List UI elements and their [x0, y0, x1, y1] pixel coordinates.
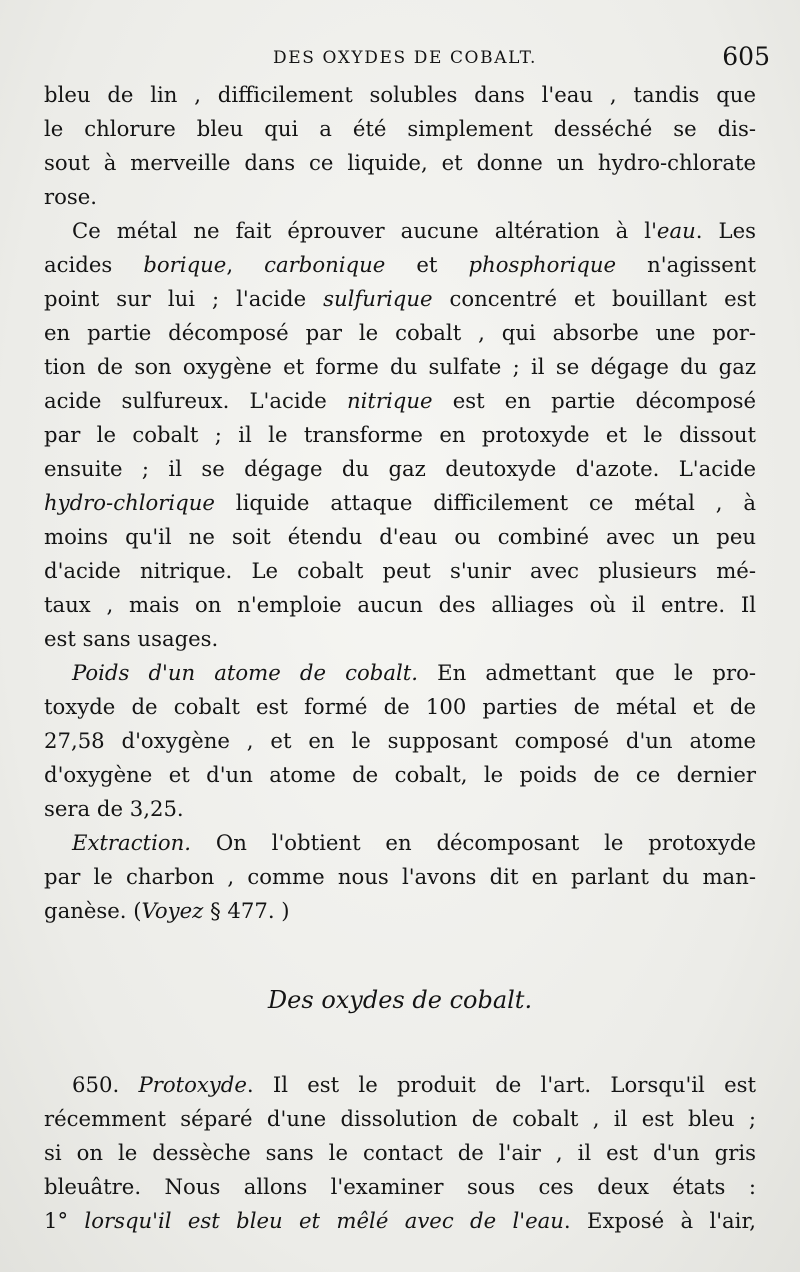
text-span: acides — [44, 252, 144, 277]
italic-term: hydro-chlorique — [44, 490, 215, 515]
text-line: ensuite ; il se dégage du gaz deutoxyde d'azote. L'acide — [44, 456, 756, 481]
text-line — [44, 214, 756, 248]
text-line: par le cobalt ; il le transforme en protoxyde et le dissout — [44, 422, 756, 447]
text-span: ganèse. ( — [44, 898, 142, 923]
italic-heading: Poids d'un atome de cobalt. — [72, 660, 418, 685]
text-span: est en partie décomposé — [432, 388, 757, 413]
text-line — [44, 248, 756, 282]
text-span: acide sulfureux. L'acide — [44, 388, 347, 413]
paragraph-protoxide — [44, 1068, 756, 1238]
text-line: toxyde de cobalt est formé de 100 parties de métal et de — [44, 694, 756, 719]
text-line — [44, 384, 756, 418]
text-line: sout à merveille dans ce liquide, et donne un hydro-chlorate — [44, 150, 756, 175]
text-span: . Les — [695, 218, 756, 243]
text-span: , — [226, 252, 265, 277]
text-line: est sans usages. — [44, 626, 219, 651]
text-line — [44, 486, 756, 520]
text-line: taux , mais on n'emploie aucun des alliages où il entre. Il — [44, 592, 756, 617]
italic-term: nitrique — [346, 388, 433, 413]
text-span: liquide attaque difficilement ce métal , à — [214, 490, 756, 515]
text-span: Ce métal ne fait éprouver aucune altération à l' — [72, 218, 657, 243]
page-body — [44, 78, 756, 1238]
text-line: par le charbon , comme nous l'avons dit en parlant du man- — [44, 864, 756, 889]
text-span: . Exposé à l'air, — [563, 1208, 756, 1233]
text-span: et — [385, 252, 469, 277]
text-line: en partie décomposé par le cobalt , qui absorbe une por- — [44, 320, 756, 345]
text-span: On l'obtient en décomposant le protoxyde — [190, 830, 756, 855]
paragraph-continuation — [44, 78, 756, 214]
paragraph-metal-properties — [44, 214, 756, 656]
italic-heading: Protoxyde — [138, 1072, 247, 1097]
text-line: moins qu'il ne soit étendu d'eau ou combiné avec un peu — [44, 524, 756, 549]
page-number: 605 — [722, 42, 770, 71]
italic-term: borique — [143, 252, 227, 277]
italic-term: phosphorique — [468, 252, 617, 277]
text-line — [44, 826, 756, 860]
text-line: si on le dessèche sans le contact de l'air , il est d'un gris — [44, 1140, 756, 1165]
text-line: d'acide nitrique. Le cobalt peut s'unir avec plusieurs mé- — [44, 558, 756, 583]
page-header — [40, 42, 770, 82]
text-span: 1° — [44, 1208, 85, 1233]
text-line: tion de son oxygène et forme du sulfate ; il se dégage du gaz — [44, 354, 756, 379]
italic-heading: Extraction. — [72, 830, 191, 855]
paragraph-extraction — [44, 826, 756, 928]
section-title: Des oxydes de cobalt. — [267, 986, 533, 1014]
italic-term: Voyez — [141, 898, 204, 923]
italic-term: eau — [656, 218, 696, 243]
text-line: récemment séparé d'une dissolution de cobalt , il est bleu ; — [44, 1106, 756, 1131]
italic-term: sulfurique — [323, 286, 433, 311]
text-span: § 477. ) — [203, 898, 290, 923]
text-line — [44, 894, 756, 928]
paragraph-atomic-weight — [44, 656, 756, 826]
text-span: concentré et bouillant est — [432, 286, 756, 311]
text-line: bleuâtre. Nous allons l'examiner sous ces deux états : — [44, 1174, 756, 1199]
text-line: d'oxygène et d'un atome de cobalt, le poids de ce dernier — [44, 762, 756, 787]
text-line: 27,58 d'oxygène , et en le supposant composé d'un atome — [44, 728, 756, 753]
text-span: point sur lui ; l'acide — [44, 286, 324, 311]
text-line: bleu de lin , difficilement solubles dans l'eau , tandis que — [44, 82, 756, 107]
text-line — [44, 1068, 756, 1102]
text-line — [44, 656, 756, 690]
text-line — [44, 282, 756, 316]
text-line: sera de 3,25. — [44, 796, 184, 821]
italic-term: carbonique — [264, 252, 386, 277]
running-title: DES OXYDES DE COBALT. — [272, 48, 538, 68]
paragraph-number: 650. — [72, 1072, 139, 1097]
section-spacer — [44, 1020, 756, 1068]
italic-term: lorsqu'il est bleu et mêlé avec de l'eau — [84, 1208, 564, 1233]
text-line: le chlorure bleu qui a été simplement desséché se dis- — [44, 116, 756, 141]
text-line — [44, 1204, 756, 1238]
text-line: rose. — [44, 184, 98, 209]
text-span: n'agissent — [616, 252, 756, 277]
text-span: . Il est le produit de l'art. Lorsqu'il est — [246, 1072, 756, 1097]
text-span: En admettant que le pro- — [417, 660, 756, 685]
